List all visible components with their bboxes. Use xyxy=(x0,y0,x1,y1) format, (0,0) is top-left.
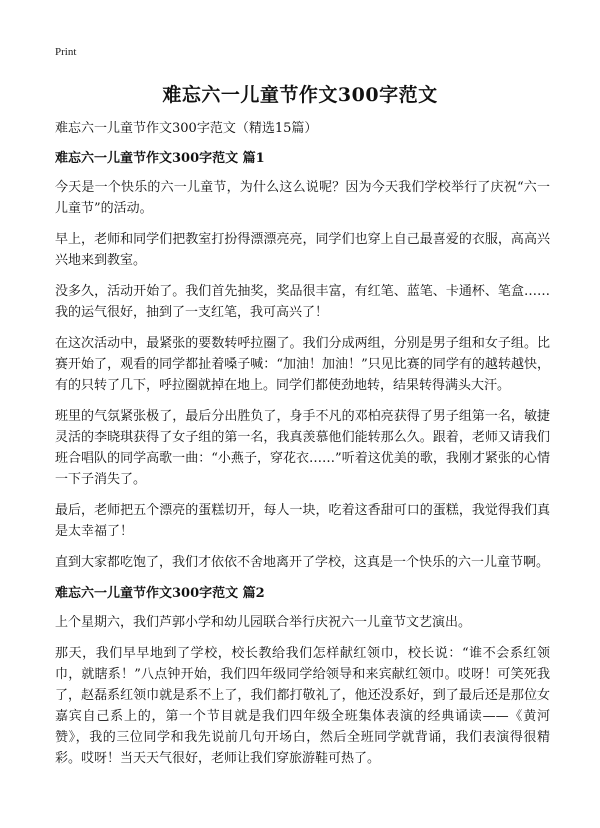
article-section-1 xyxy=(55,148,550,573)
paragraph: 在这次活动中，最紧张的要数转呼拉圈了。我们分成两组，分别是男子组和女子组。比赛开始了，观看的同学都扯着嗓子喊：“加油！加油！”只见比赛的同学有的越转越快，有的只转了几下，呼拉圈就掉在地上。同学们都使劲地转，结果转得满头大汗。 xyxy=(55,336,550,393)
article-subtitle: 难忘六一儿童节作文300字范文（精选15篇） xyxy=(55,121,318,136)
paragraph: 上个星期六，我们芦郭小学和幼儿园联合举行庆祝六一儿童节文艺演出。 xyxy=(55,615,472,630)
section-heading: 难忘六一儿童节作文300字范文 篇1 xyxy=(55,151,265,166)
paragraph: 直到大家都吃饱了，我们才依依不舍地离开了学校，这真是一个快乐的六一儿童节啊。 xyxy=(55,555,550,570)
paragraph: 那天，我们早早地到了学校，校长教给我们怎样献红领巾，校长说：“谁不会系红领巾，就瞎系！”八点钟开始，我们四年级同学给领导和来宾献红领巾。哎呀！可笑死我了，赵磊系红领巾就是系不上了，我们都打敬礼了，他还没系好，到了最后还是那位女嘉宾自己系上的，第一个节目就是我们四年级全班集体表演的经典诵读——《黄河赞》，我的三位同学和我先说前几句开场白，然后全班同学就背诵，我们表演得很精彩。哎呀！当天天气很好，老师让我们穿旅游鞋可热了。 xyxy=(55,646,550,766)
print-label[interactable]: Print xyxy=(55,46,77,58)
paragraph: 班里的气氛紧张极了，最后分出胜负了，身手不凡的邓柏亮获得了男子组第一名，敏捷灵活的李晓琪获得了女子组的第一名，我真羡慕他们能转那么久。跟着，老师又请我们班合唱队的同学高歌一曲：“小燕子，穿花衣……”听着这优美的歌，我刚才紧张的心情一下子消失了。 xyxy=(55,409,550,487)
section-heading: 难忘六一儿童节作文300字范文 篇2 xyxy=(55,586,265,601)
paragraph: 今天是一个快乐的六一儿童节，为什么这么说呢？因为今天我们学校举行了庆祝“六一儿童节”的活动。 xyxy=(55,180,550,216)
paragraph: 最后，老师把五个漂亮的蛋糕切开，每人一块，吃着这香甜可口的蛋糕，我觉得我们真是太幸福了！ xyxy=(55,503,550,539)
page-title: 难忘六一儿童节作文300字范文 xyxy=(162,84,438,106)
paragraph: 早上，老师和同学们把教室打扮得漂漂亮亮，同学们也穿上自己最喜爱的衣服，高高兴兴地来到教室。 xyxy=(55,232,550,268)
article-section-2 xyxy=(55,583,550,769)
article-body xyxy=(55,118,550,779)
paragraph: 没多久，活动开始了。我们首先抽奖，奖品很丰富，有红笔、蓝笔、卡通杯、笔盒……我的运气很好，抽到了一支红笔，我可高兴了！ xyxy=(55,284,550,320)
